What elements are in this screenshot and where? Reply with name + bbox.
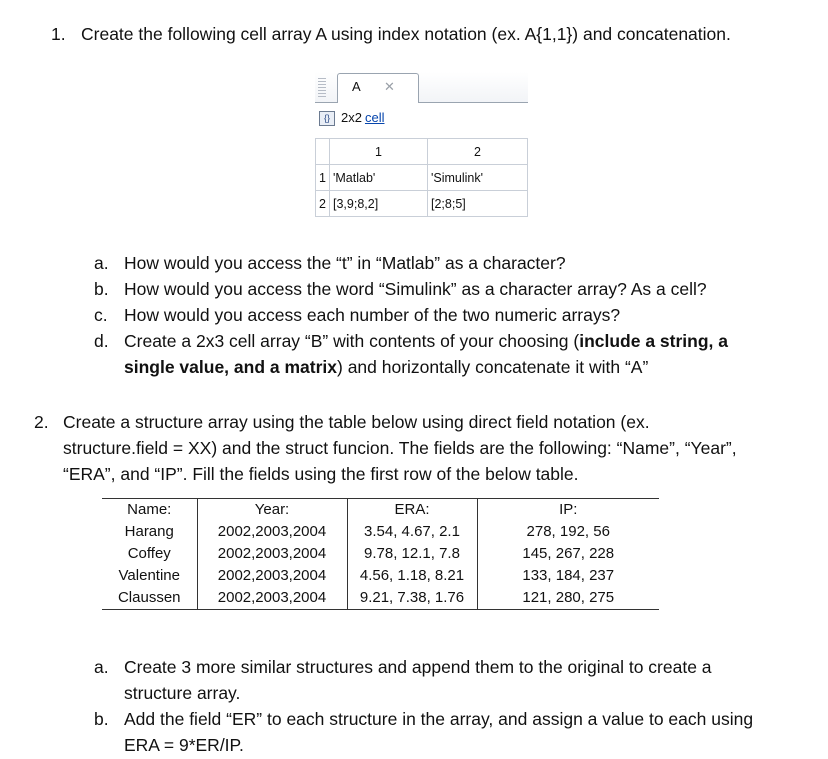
item-label: a. <box>94 253 109 273</box>
size-text: 2x2 <box>341 110 362 125</box>
cell-grid <box>315 138 528 217</box>
table-cell: 145, 267, 228 <box>477 543 659 565</box>
variable-editor <box>315 72 528 218</box>
header-cell: IP: <box>477 499 659 522</box>
table-cell: Claussen <box>102 587 197 610</box>
q2-line: structure.field = XX) and the struct funcion. The fields are the following: “Name”, “Year”, <box>63 438 737 458</box>
table-cell: 4.56, 1.18, 8.21 <box>347 565 477 587</box>
col-header[interactable]: 1 <box>330 139 428 165</box>
item-text: Create 3 more similar structures and append them to the original to create a <box>124 657 712 677</box>
table-row <box>102 565 659 587</box>
variable-tab-a[interactable] <box>337 73 419 103</box>
corner-cell <box>316 139 330 165</box>
table-row <box>102 587 659 610</box>
pitcher-table <box>102 498 659 610</box>
table-cell: 2002,2003,2004 <box>197 543 347 565</box>
item-label: d. <box>94 331 109 351</box>
tab-label: A <box>352 79 361 94</box>
grid-cell[interactable]: [3,9;8,2] <box>330 191 428 217</box>
q1-number: 1. <box>51 24 66 44</box>
item-text: ERA = 9*ER/IP. <box>124 735 244 755</box>
table-cell: Valentine <box>118 567 180 584</box>
item-text: Add the field “ER” to each structure in the array, and assign a value to each using <box>124 709 754 729</box>
table-row <box>102 543 659 565</box>
grid-row <box>316 191 528 217</box>
grid-cell[interactable]: [2;8;5] <box>428 191 528 217</box>
table-cell: 133, 184, 237 <box>477 565 659 587</box>
q1-text: Create the following cell array A using index notation (ex. A{1,1}) and concatenation. <box>81 24 731 44</box>
table-cell: 121, 280, 275 <box>477 587 659 610</box>
item-label: c. <box>94 305 108 325</box>
q2-item-b <box>94 706 814 758</box>
item-text: structure array. <box>124 683 241 703</box>
item-label: a. <box>94 657 109 677</box>
table-header-row <box>102 499 659 522</box>
grid-cell[interactable]: 'Simulink' <box>428 165 528 191</box>
grip-handle[interactable] <box>318 78 326 98</box>
table-row <box>102 521 659 543</box>
item-bold-text: include a string, a <box>579 331 729 351</box>
variable-info <box>315 103 528 133</box>
q2-item-a <box>94 654 794 706</box>
item-label: b. <box>94 709 109 729</box>
row-header[interactable]: 1 <box>316 165 330 191</box>
table-cell: 2002,2003,2004 <box>197 521 347 543</box>
header-cell: Name: <box>102 499 197 522</box>
item-text: How would you access the “t” in “Matlab” as a character? <box>124 253 566 273</box>
header-cell: Year: <box>197 499 347 522</box>
header-cell: ERA: <box>347 499 477 522</box>
row-header[interactable]: 2 <box>316 191 330 217</box>
q2-line: Create a structure array using the table below using direct field notation (ex. <box>63 412 650 432</box>
table-cell: Harang <box>124 523 174 540</box>
q2-line: “ERA”, and “IP”. Fill the fields using the first row of the below table. <box>63 464 579 484</box>
table-cell: 2002,2003,2004 <box>197 587 347 610</box>
table-cell: Coffey <box>127 545 171 562</box>
class-link[interactable]: cell <box>364 110 385 125</box>
close-icon[interactable]: ✕ <box>384 79 395 94</box>
table-cell: 3.54, 4.67, 2.1 <box>347 521 477 543</box>
q1-item-d <box>94 328 774 380</box>
item-text: How would you access the word “Simulink” as a character array? As a cell? <box>124 279 707 299</box>
col-header[interactable]: 2 <box>428 139 528 165</box>
table-cell: 9.21, 7.38, 1.76 <box>347 587 477 610</box>
editor-tab-bar <box>315 72 528 103</box>
table-cell: 2002,2003,2004 <box>197 565 347 587</box>
item-text: Create a 2x3 cell array “B” with contents of your choosing ( <box>124 331 580 351</box>
item-label: b. <box>94 279 109 299</box>
table-cell: 9.78, 12.1, 7.8 <box>347 543 477 565</box>
item-text: How would you access each number of the two numeric arrays? <box>124 305 621 325</box>
item-bold-text: single value, and a matrix <box>124 357 337 377</box>
grid-row <box>316 165 528 191</box>
q2-number: 2. <box>34 412 49 432</box>
item-text: ) and horizontally concatenate it with “A” <box>337 357 649 377</box>
cell-icon: {} <box>319 111 335 126</box>
table-cell: 278, 192, 56 <box>477 521 659 543</box>
grid-cell[interactable]: 'Matlab' <box>330 165 428 191</box>
